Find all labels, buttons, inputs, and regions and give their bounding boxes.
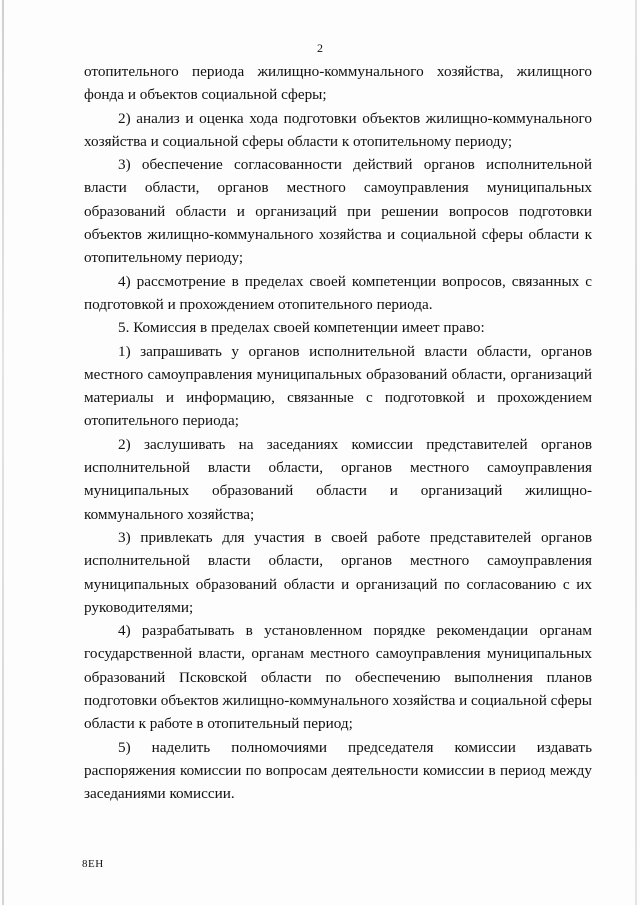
paragraph-continuation: отопительного периода жилищно-коммунального хозяйства, жилищного фонда и объектов социальной сферы; bbox=[84, 63, 592, 104]
paragraph-right-1: 1) запрашивать у органов исполнительной власти области, органов местного самоуправления муниципальных образований области, организаций материалы и информацию, связанные с подготовкой и прохождением отопительного периода; bbox=[84, 342, 592, 430]
footer-code: 8ЕН bbox=[82, 858, 104, 870]
paragraph-right-3: 3) привлекать для участия в своей работе представителей органов исполнительной власти области, органов местного самоуправления муниципальных образований области и организаций по согласованию с их руководителями; bbox=[84, 528, 592, 616]
paragraph-right-5: 5) наделить полномочиями председателя комиссии издавать распоряжения комиссии по вопросам деятельности комиссии в период между заседаниями комиссии. bbox=[84, 738, 592, 803]
document-body bbox=[84, 60, 592, 806]
paragraph-item-3: 3) обеспечение согласованности действий органов исполнительной власти области, органов местного самоуправления муниципальных образований области и организаций при решении вопросов подготовки объектов жилищно-коммунального хозяйства и социальной сферы области к отопительному периоду; bbox=[84, 156, 592, 267]
paragraph-right-2: 2) заслушивать на заседаниях комиссии представителей органов исполнительной власти области, органов местного самоуправления муниципальных образований области и организаций жилищно-коммунального хозяйства; bbox=[84, 435, 592, 523]
paragraph-section-5: 5. Комиссия в пределах своей компетенции имеет право: bbox=[118, 319, 485, 337]
paragraph-right-4: 4) разрабатывать в установленном порядке рекомендации органам государственной власти, органам местного самоуправления муниципальных образований Псковской области по обеспечению выполнения планов подготовки объектов жилищно-коммунального хозяйства и социальной сферы области к работе в отопительный период; bbox=[84, 622, 592, 733]
paragraph-item-2: 2) анализ и оценка хода подготовки объектов жилищно-коммунального хозяйства и социальной сферы области к отопительному периоду; bbox=[84, 109, 592, 150]
paragraph-item-4: 4) рассмотрение в пределах своей компетенции вопросов, связанных с подготовкой и прохождением отопительного периода. bbox=[84, 272, 592, 313]
page-number: 2 bbox=[317, 41, 323, 55]
scan-edge-right bbox=[635, 0, 637, 905]
scan-edge-left bbox=[2, 0, 4, 905]
